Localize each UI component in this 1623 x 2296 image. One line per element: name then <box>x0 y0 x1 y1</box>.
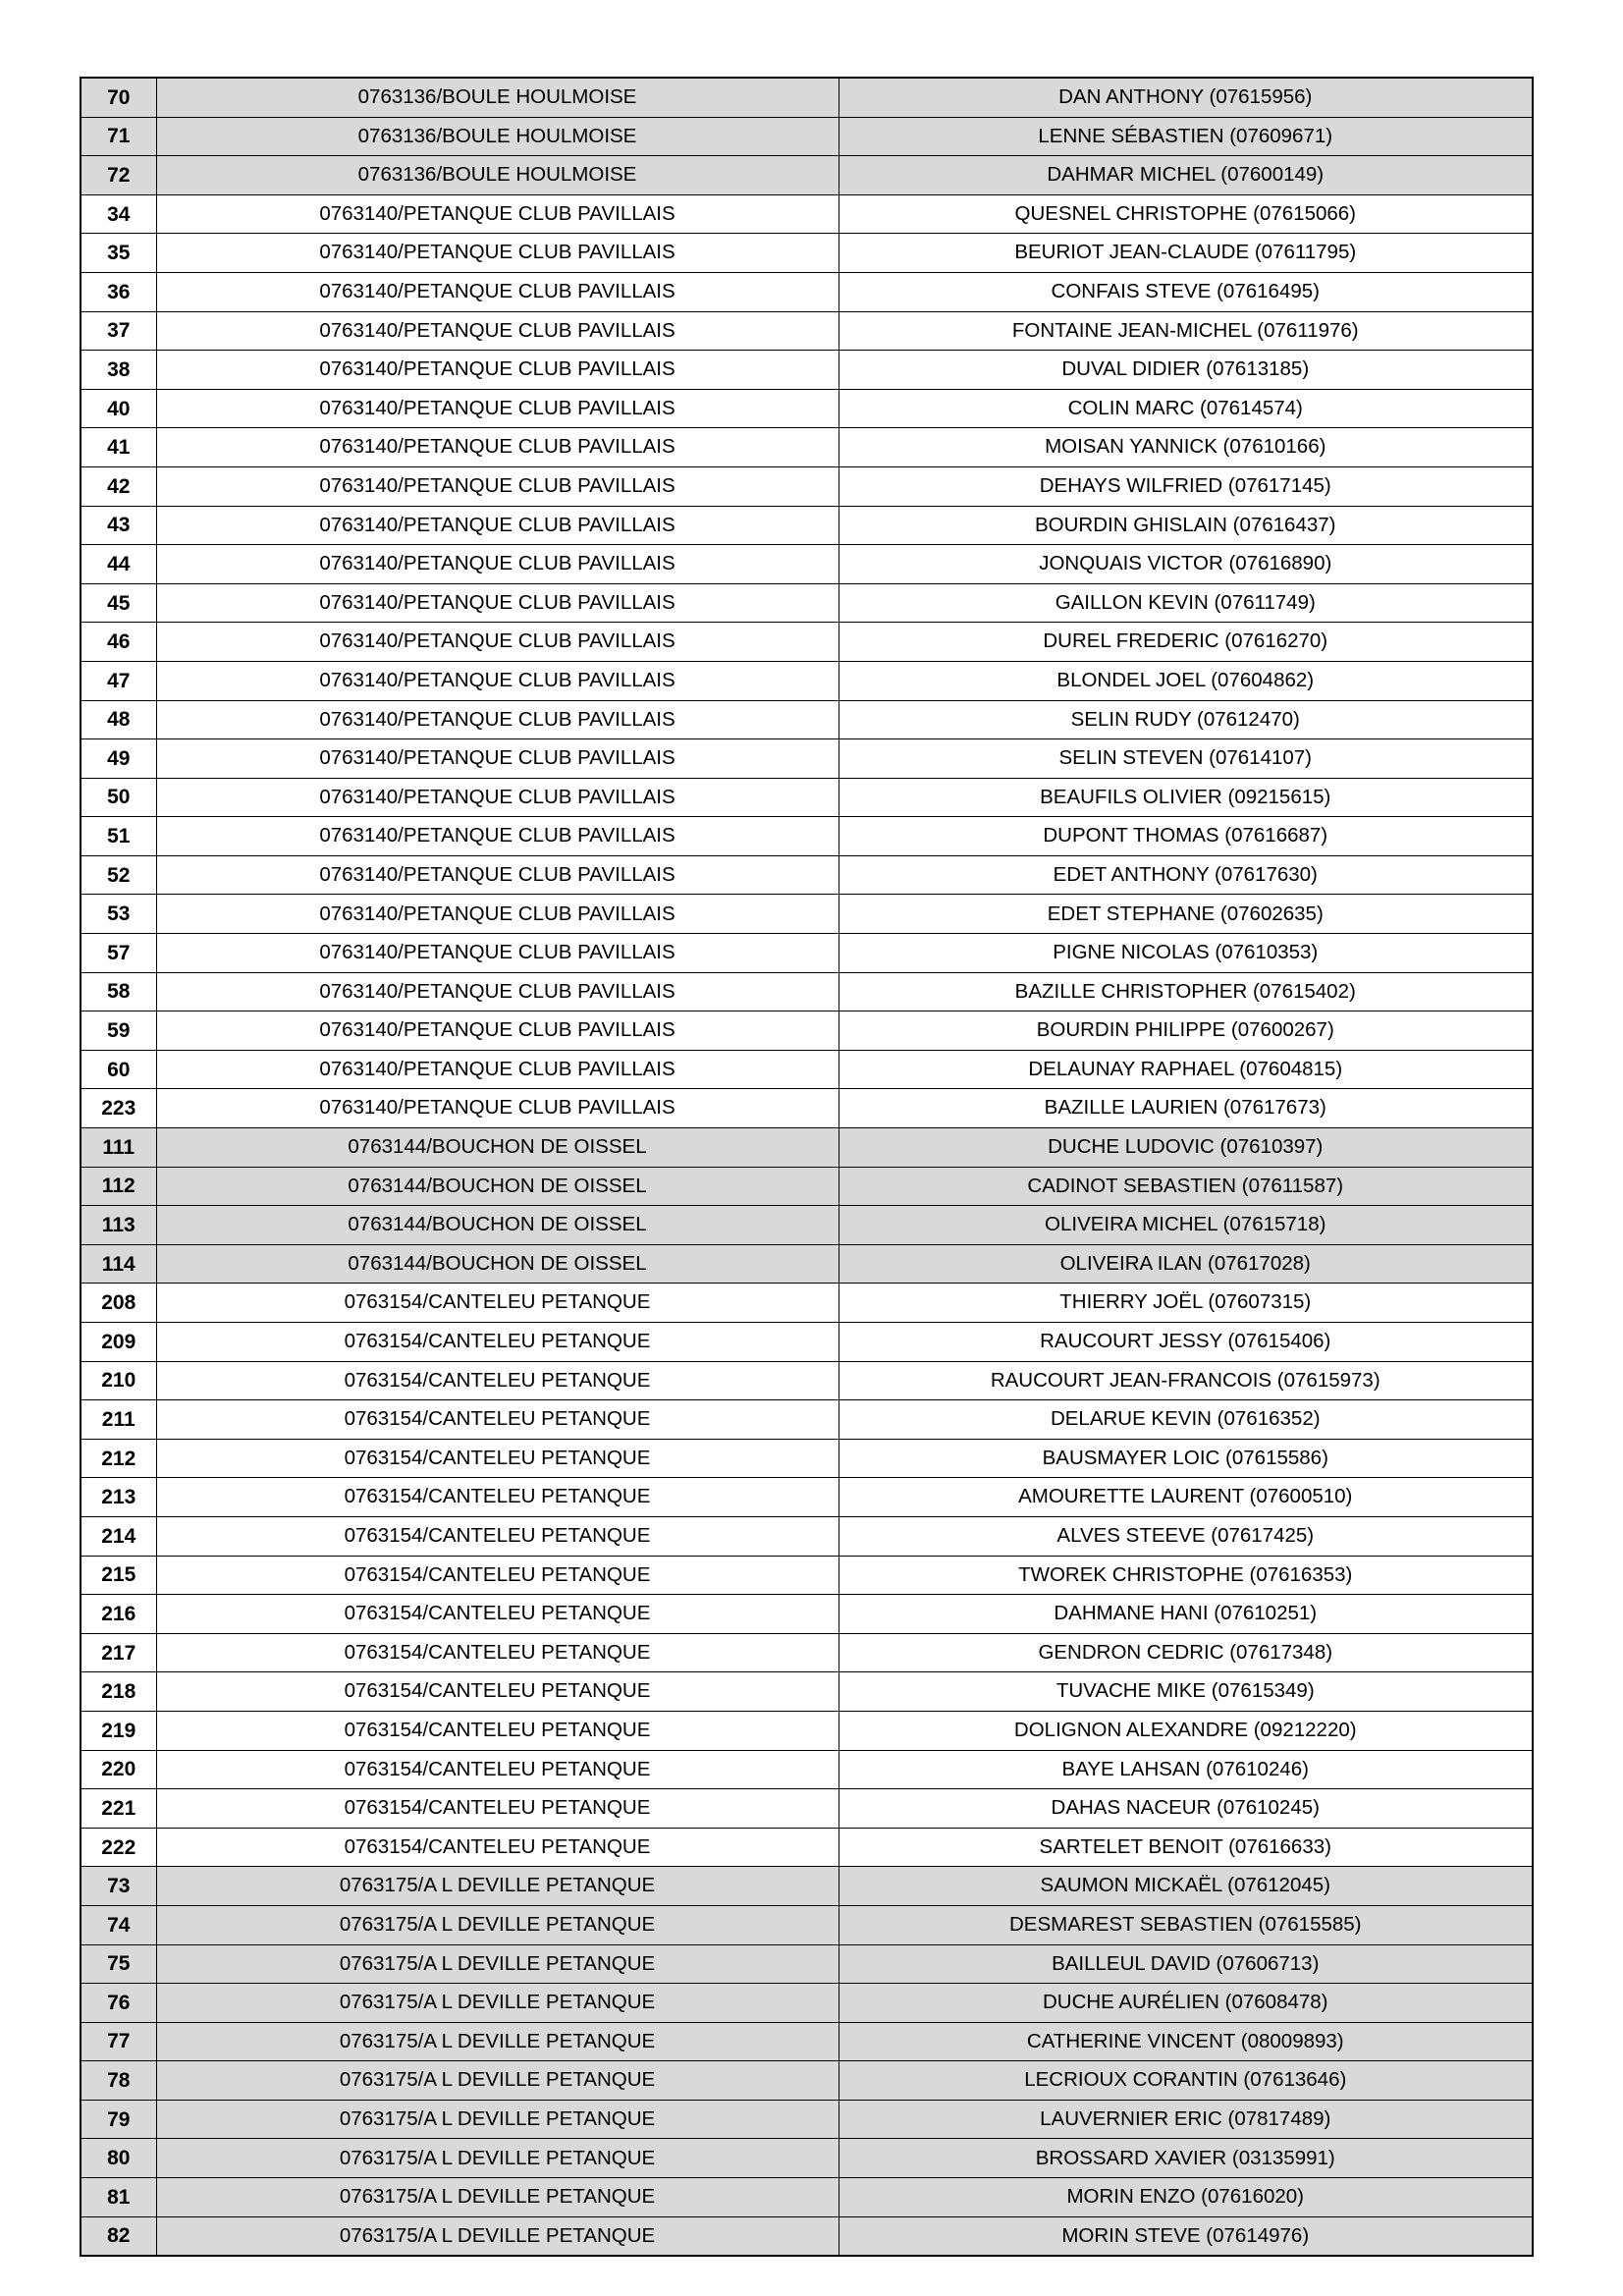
row-number-cell: 223 <box>81 1089 156 1128</box>
player-name-cell: QUESNEL CHRISTOPHE (07615066) <box>839 194 1533 234</box>
club-name-cell: 0763140/PETANQUE CLUB PAVILLAIS <box>156 311 839 351</box>
table-row <box>81 1944 1533 1984</box>
player-name-cell: LENNE SÉBASTIEN (07609671) <box>839 117 1533 156</box>
table-row <box>81 117 1533 156</box>
club-name-cell: 0763144/BOUCHON DE OISSEL <box>156 1206 839 1245</box>
table-row <box>81 2216 1533 2256</box>
player-name-cell: COLIN MARC (07614574) <box>839 389 1533 428</box>
row-number-cell: 58 <box>81 972 156 1011</box>
row-number-cell: 111 <box>81 1128 156 1168</box>
club-name-cell: 0763154/CANTELEU PETANQUE <box>156 1828 839 1867</box>
club-roster-table <box>80 77 1534 2257</box>
table-row <box>81 2139 1533 2178</box>
table-row <box>81 2022 1533 2061</box>
player-name-cell: SELIN STEVEN (07614107) <box>839 739 1533 779</box>
club-name-cell: 0763154/CANTELEU PETANQUE <box>156 1556 839 1595</box>
player-name-cell: BLONDEL JOEL (07604862) <box>839 661 1533 700</box>
club-name-cell: 0763175/A L DEVILLE PETANQUE <box>156 1905 839 1944</box>
club-name-cell: 0763154/CANTELEU PETANQUE <box>156 1633 839 1672</box>
player-name-cell: OLIVEIRA MICHEL (07615718) <box>839 1206 1533 1245</box>
row-number-cell: 59 <box>81 1011 156 1051</box>
player-name-cell: DOLIGNON ALEXANDRE (09212220) <box>839 1711 1533 1750</box>
player-name-cell: DUVAL DIDIER (07613185) <box>839 351 1533 390</box>
table-row <box>81 583 1533 623</box>
table-row <box>81 1516 1533 1556</box>
table-row <box>81 895 1533 934</box>
club-name-cell: 0763140/PETANQUE CLUB PAVILLAIS <box>156 778 839 817</box>
row-number-cell: 76 <box>81 1984 156 2023</box>
club-name-cell: 0763140/PETANQUE CLUB PAVILLAIS <box>156 739 839 779</box>
club-name-cell: 0763175/A L DEVILLE PETANQUE <box>156 2216 839 2256</box>
table-row <box>81 1750 1533 1789</box>
row-number-cell: 70 <box>81 78 156 117</box>
player-name-cell: DAN ANTHONY (07615956) <box>839 78 1533 117</box>
table-row <box>81 623 1533 662</box>
table-row <box>81 1439 1533 1478</box>
player-name-cell: BAZILLE LAURIEN (07617673) <box>839 1089 1533 1128</box>
table-row <box>81 1867 1533 1906</box>
table-row <box>81 1789 1533 1829</box>
player-name-cell: MOISAN YANNICK (07610166) <box>839 428 1533 467</box>
club-name-cell: 0763140/PETANQUE CLUB PAVILLAIS <box>156 855 839 895</box>
player-name-cell: BAUSMAYER LOIC (07615586) <box>839 1439 1533 1478</box>
club-name-cell: 0763144/BOUCHON DE OISSEL <box>156 1167 839 1206</box>
player-name-cell: LAUVERNIER ERIC (07817489) <box>839 2100 1533 2139</box>
player-name-cell: DAHAS NACEUR (07610245) <box>839 1789 1533 1829</box>
table-row <box>81 1556 1533 1595</box>
row-number-cell: 113 <box>81 1206 156 1245</box>
player-name-cell: TUVACHE MIKE (07615349) <box>839 1672 1533 1712</box>
club-name-cell: 0763140/PETANQUE CLUB PAVILLAIS <box>156 934 839 973</box>
table-row <box>81 1167 1533 1206</box>
table-row <box>81 700 1533 739</box>
table-row <box>81 311 1533 351</box>
club-name-cell: 0763140/PETANQUE CLUB PAVILLAIS <box>156 545 839 584</box>
club-name-cell: 0763140/PETANQUE CLUB PAVILLAIS <box>156 1011 839 1051</box>
player-name-cell: MORIN ENZO (07616020) <box>839 2178 1533 2217</box>
row-number-cell: 214 <box>81 1516 156 1556</box>
row-number-cell: 209 <box>81 1323 156 1362</box>
row-number-cell: 34 <box>81 194 156 234</box>
table-row <box>81 1323 1533 1362</box>
table-row <box>81 1361 1533 1400</box>
row-number-cell: 112 <box>81 1167 156 1206</box>
row-number-cell: 74 <box>81 1905 156 1944</box>
row-number-cell: 44 <box>81 545 156 584</box>
table-row <box>81 351 1533 390</box>
club-name-cell: 0763140/PETANQUE CLUB PAVILLAIS <box>156 428 839 467</box>
table-row <box>81 78 1533 117</box>
table-row <box>81 817 1533 856</box>
club-name-cell: 0763175/A L DEVILLE PETANQUE <box>156 2178 839 2217</box>
club-name-cell: 0763154/CANTELEU PETANQUE <box>156 1711 839 1750</box>
club-name-cell: 0763140/PETANQUE CLUB PAVILLAIS <box>156 272 839 311</box>
row-number-cell: 46 <box>81 623 156 662</box>
table-row <box>81 855 1533 895</box>
table-row <box>81 1633 1533 1672</box>
table-row <box>81 1595 1533 1634</box>
player-name-cell: GAILLON KEVIN (07611749) <box>839 583 1533 623</box>
player-name-cell: OLIVEIRA ILAN (07617028) <box>839 1244 1533 1284</box>
club-name-cell: 0763140/PETANQUE CLUB PAVILLAIS <box>156 351 839 390</box>
table-row <box>81 2100 1533 2139</box>
row-number-cell: 53 <box>81 895 156 934</box>
club-name-cell: 0763175/A L DEVILLE PETANQUE <box>156 1867 839 1906</box>
club-name-cell: 0763140/PETANQUE CLUB PAVILLAIS <box>156 700 839 739</box>
row-number-cell: 51 <box>81 817 156 856</box>
player-name-cell: CONFAIS STEVE (07616495) <box>839 272 1533 311</box>
table-row <box>81 1984 1533 2023</box>
table-row <box>81 545 1533 584</box>
club-name-cell: 0763140/PETANQUE CLUB PAVILLAIS <box>156 194 839 234</box>
row-number-cell: 81 <box>81 2178 156 2217</box>
player-name-cell: MORIN STEVE (07614976) <box>839 2216 1533 2256</box>
table-row <box>81 1828 1533 1867</box>
row-number-cell: 41 <box>81 428 156 467</box>
player-name-cell: RAUCOURT JESSY (07615406) <box>839 1323 1533 1362</box>
table-row <box>81 234 1533 273</box>
club-name-cell: 0763175/A L DEVILLE PETANQUE <box>156 2139 839 2178</box>
player-name-cell: EDET STEPHANE (07602635) <box>839 895 1533 934</box>
row-number-cell: 78 <box>81 2061 156 2101</box>
roster-table-body <box>81 78 1533 2256</box>
club-name-cell: 0763140/PETANQUE CLUB PAVILLAIS <box>156 1089 839 1128</box>
table-row <box>81 428 1533 467</box>
row-number-cell: 57 <box>81 934 156 973</box>
row-number-cell: 210 <box>81 1361 156 1400</box>
player-name-cell: SAUMON MICKAËL (07612045) <box>839 1867 1533 1906</box>
club-name-cell: 0763175/A L DEVILLE PETANQUE <box>156 2061 839 2101</box>
row-number-cell: 48 <box>81 700 156 739</box>
row-number-cell: 211 <box>81 1400 156 1440</box>
row-number-cell: 35 <box>81 234 156 273</box>
player-name-cell: BROSSARD XAVIER (03135991) <box>839 2139 1533 2178</box>
table-row <box>81 1672 1533 1712</box>
row-number-cell: 60 <box>81 1050 156 1089</box>
player-name-cell: BOURDIN PHILIPPE (07600267) <box>839 1011 1533 1051</box>
player-name-cell: BEURIOT JEAN-CLAUDE (07611795) <box>839 234 1533 273</box>
row-number-cell: 38 <box>81 351 156 390</box>
table-row <box>81 972 1533 1011</box>
club-name-cell: 0763154/CANTELEU PETANQUE <box>156 1361 839 1400</box>
table-row <box>81 661 1533 700</box>
player-name-cell: RAUCOURT JEAN-FRANCOIS (07615973) <box>839 1361 1533 1400</box>
row-number-cell: 219 <box>81 1711 156 1750</box>
table-row <box>81 506 1533 545</box>
club-name-cell: 0763140/PETANQUE CLUB PAVILLAIS <box>156 895 839 934</box>
club-name-cell: 0763154/CANTELEU PETANQUE <box>156 1323 839 1362</box>
player-name-cell: DUCHE LUDOVIC (07610397) <box>839 1128 1533 1168</box>
club-name-cell: 0763140/PETANQUE CLUB PAVILLAIS <box>156 234 839 273</box>
player-name-cell: BAILLEUL DAVID (07606713) <box>839 1944 1533 1984</box>
table-row <box>81 389 1533 428</box>
player-name-cell: GENDRON CEDRIC (07617348) <box>839 1633 1533 1672</box>
player-name-cell: CATHERINE VINCENT (08009893) <box>839 2022 1533 2061</box>
club-name-cell: 0763140/PETANQUE CLUB PAVILLAIS <box>156 506 839 545</box>
club-name-cell: 0763154/CANTELEU PETANQUE <box>156 1595 839 1634</box>
player-name-cell: CADINOT SEBASTIEN (07611587) <box>839 1167 1533 1206</box>
club-name-cell: 0763136/BOULE HOULMOISE <box>156 78 839 117</box>
row-number-cell: 52 <box>81 855 156 895</box>
player-name-cell: PIGNE NICOLAS (07610353) <box>839 934 1533 973</box>
player-name-cell: EDET ANTHONY (07617630) <box>839 855 1533 895</box>
player-name-cell: TWOREK CHRISTOPHE (07616353) <box>839 1556 1533 1595</box>
club-name-cell: 0763175/A L DEVILLE PETANQUE <box>156 1944 839 1984</box>
player-name-cell: DAHMAR MICHEL (07600149) <box>839 156 1533 195</box>
club-name-cell: 0763175/A L DEVILLE PETANQUE <box>156 2100 839 2139</box>
row-number-cell: 82 <box>81 2216 156 2256</box>
club-name-cell: 0763140/PETANQUE CLUB PAVILLAIS <box>156 1050 839 1089</box>
row-number-cell: 213 <box>81 1478 156 1517</box>
player-name-cell: DUCHE AURÉLIEN (07608478) <box>839 1984 1533 2023</box>
row-number-cell: 222 <box>81 1828 156 1867</box>
row-number-cell: 75 <box>81 1944 156 1984</box>
club-name-cell: 0763140/PETANQUE CLUB PAVILLAIS <box>156 583 839 623</box>
row-number-cell: 42 <box>81 466 156 506</box>
table-row <box>81 156 1533 195</box>
club-name-cell: 0763140/PETANQUE CLUB PAVILLAIS <box>156 389 839 428</box>
player-name-cell: DESMAREST SEBASTIEN (07615585) <box>839 1905 1533 1944</box>
player-name-cell: LECRIOUX CORANTIN (07613646) <box>839 2061 1533 2101</box>
player-name-cell: BOURDIN GHISLAIN (07616437) <box>839 506 1533 545</box>
row-number-cell: 215 <box>81 1556 156 1595</box>
club-name-cell: 0763140/PETANQUE CLUB PAVILLAIS <box>156 972 839 1011</box>
table-row <box>81 1284 1533 1323</box>
player-name-cell: DELAUNAY RAPHAEL (07604815) <box>839 1050 1533 1089</box>
row-number-cell: 36 <box>81 272 156 311</box>
row-number-cell: 217 <box>81 1633 156 1672</box>
club-name-cell: 0763175/A L DEVILLE PETANQUE <box>156 1984 839 2023</box>
table-row <box>81 466 1533 506</box>
table-row <box>81 272 1533 311</box>
row-number-cell: 50 <box>81 778 156 817</box>
row-number-cell: 208 <box>81 1284 156 1323</box>
row-number-cell: 40 <box>81 389 156 428</box>
table-row <box>81 1711 1533 1750</box>
row-number-cell: 218 <box>81 1672 156 1712</box>
player-name-cell: DUREL FREDERIC (07616270) <box>839 623 1533 662</box>
club-name-cell: 0763154/CANTELEU PETANQUE <box>156 1516 839 1556</box>
row-number-cell: 73 <box>81 1867 156 1906</box>
row-number-cell: 49 <box>81 739 156 779</box>
player-name-cell: AMOURETTE LAURENT (07600510) <box>839 1478 1533 1517</box>
player-name-cell: DUPONT THOMAS (07616687) <box>839 817 1533 856</box>
club-name-cell: 0763154/CANTELEU PETANQUE <box>156 1750 839 1789</box>
row-number-cell: 220 <box>81 1750 156 1789</box>
table-row <box>81 2178 1533 2217</box>
table-row <box>81 778 1533 817</box>
club-name-cell: 0763154/CANTELEU PETANQUE <box>156 1672 839 1712</box>
row-number-cell: 43 <box>81 506 156 545</box>
table-row <box>81 1089 1533 1128</box>
table-row <box>81 194 1533 234</box>
table-row <box>81 1905 1533 1944</box>
player-name-cell: BAZILLE CHRISTOPHER (07615402) <box>839 972 1533 1011</box>
club-name-cell: 0763144/BOUCHON DE OISSEL <box>156 1244 839 1284</box>
table-row <box>81 1050 1533 1089</box>
player-name-cell: DELARUE KEVIN (07616352) <box>839 1400 1533 1440</box>
club-name-cell: 0763136/BOULE HOULMOISE <box>156 117 839 156</box>
row-number-cell: 79 <box>81 2100 156 2139</box>
table-row <box>81 1011 1533 1051</box>
row-number-cell: 114 <box>81 1244 156 1284</box>
player-name-cell: DAHMANE HANI (07610251) <box>839 1595 1533 1634</box>
player-name-cell: FONTAINE JEAN-MICHEL (07611976) <box>839 311 1533 351</box>
row-number-cell: 71 <box>81 117 156 156</box>
row-number-cell: 45 <box>81 583 156 623</box>
club-name-cell: 0763154/CANTELEU PETANQUE <box>156 1284 839 1323</box>
table-row <box>81 934 1533 973</box>
table-row <box>81 2061 1533 2101</box>
table-row <box>81 1206 1533 1245</box>
club-name-cell: 0763175/A L DEVILLE PETANQUE <box>156 2022 839 2061</box>
table-row <box>81 1400 1533 1440</box>
player-name-cell: THIERRY JOËL (07607315) <box>839 1284 1533 1323</box>
club-name-cell: 0763154/CANTELEU PETANQUE <box>156 1478 839 1517</box>
table-row <box>81 739 1533 779</box>
player-name-cell: SELIN RUDY (07612470) <box>839 700 1533 739</box>
row-number-cell: 221 <box>81 1789 156 1829</box>
club-name-cell: 0763136/BOULE HOULMOISE <box>156 156 839 195</box>
club-name-cell: 0763140/PETANQUE CLUB PAVILLAIS <box>156 466 839 506</box>
row-number-cell: 72 <box>81 156 156 195</box>
row-number-cell: 77 <box>81 2022 156 2061</box>
row-number-cell: 37 <box>81 311 156 351</box>
table-row <box>81 1478 1533 1517</box>
row-number-cell: 47 <box>81 661 156 700</box>
player-name-cell: BEAUFILS OLIVIER (09215615) <box>839 778 1533 817</box>
row-number-cell: 80 <box>81 2139 156 2178</box>
player-name-cell: ALVES STEEVE (07617425) <box>839 1516 1533 1556</box>
row-number-cell: 212 <box>81 1439 156 1478</box>
player-name-cell: DEHAYS WILFRIED (07617145) <box>839 466 1533 506</box>
player-name-cell: JONQUAIS VICTOR (07616890) <box>839 545 1533 584</box>
club-name-cell: 0763154/CANTELEU PETANQUE <box>156 1400 839 1440</box>
player-name-cell: BAYE LAHSAN (07610246) <box>839 1750 1533 1789</box>
club-name-cell: 0763154/CANTELEU PETANQUE <box>156 1439 839 1478</box>
table-row <box>81 1244 1533 1284</box>
club-name-cell: 0763140/PETANQUE CLUB PAVILLAIS <box>156 661 839 700</box>
row-number-cell: 216 <box>81 1595 156 1634</box>
club-name-cell: 0763144/BOUCHON DE OISSEL <box>156 1128 839 1168</box>
club-name-cell: 0763140/PETANQUE CLUB PAVILLAIS <box>156 623 839 662</box>
player-name-cell: SARTELET BENOIT (07616633) <box>839 1828 1533 1867</box>
club-name-cell: 0763140/PETANQUE CLUB PAVILLAIS <box>156 817 839 856</box>
club-name-cell: 0763154/CANTELEU PETANQUE <box>156 1789 839 1829</box>
table-row <box>81 1128 1533 1168</box>
